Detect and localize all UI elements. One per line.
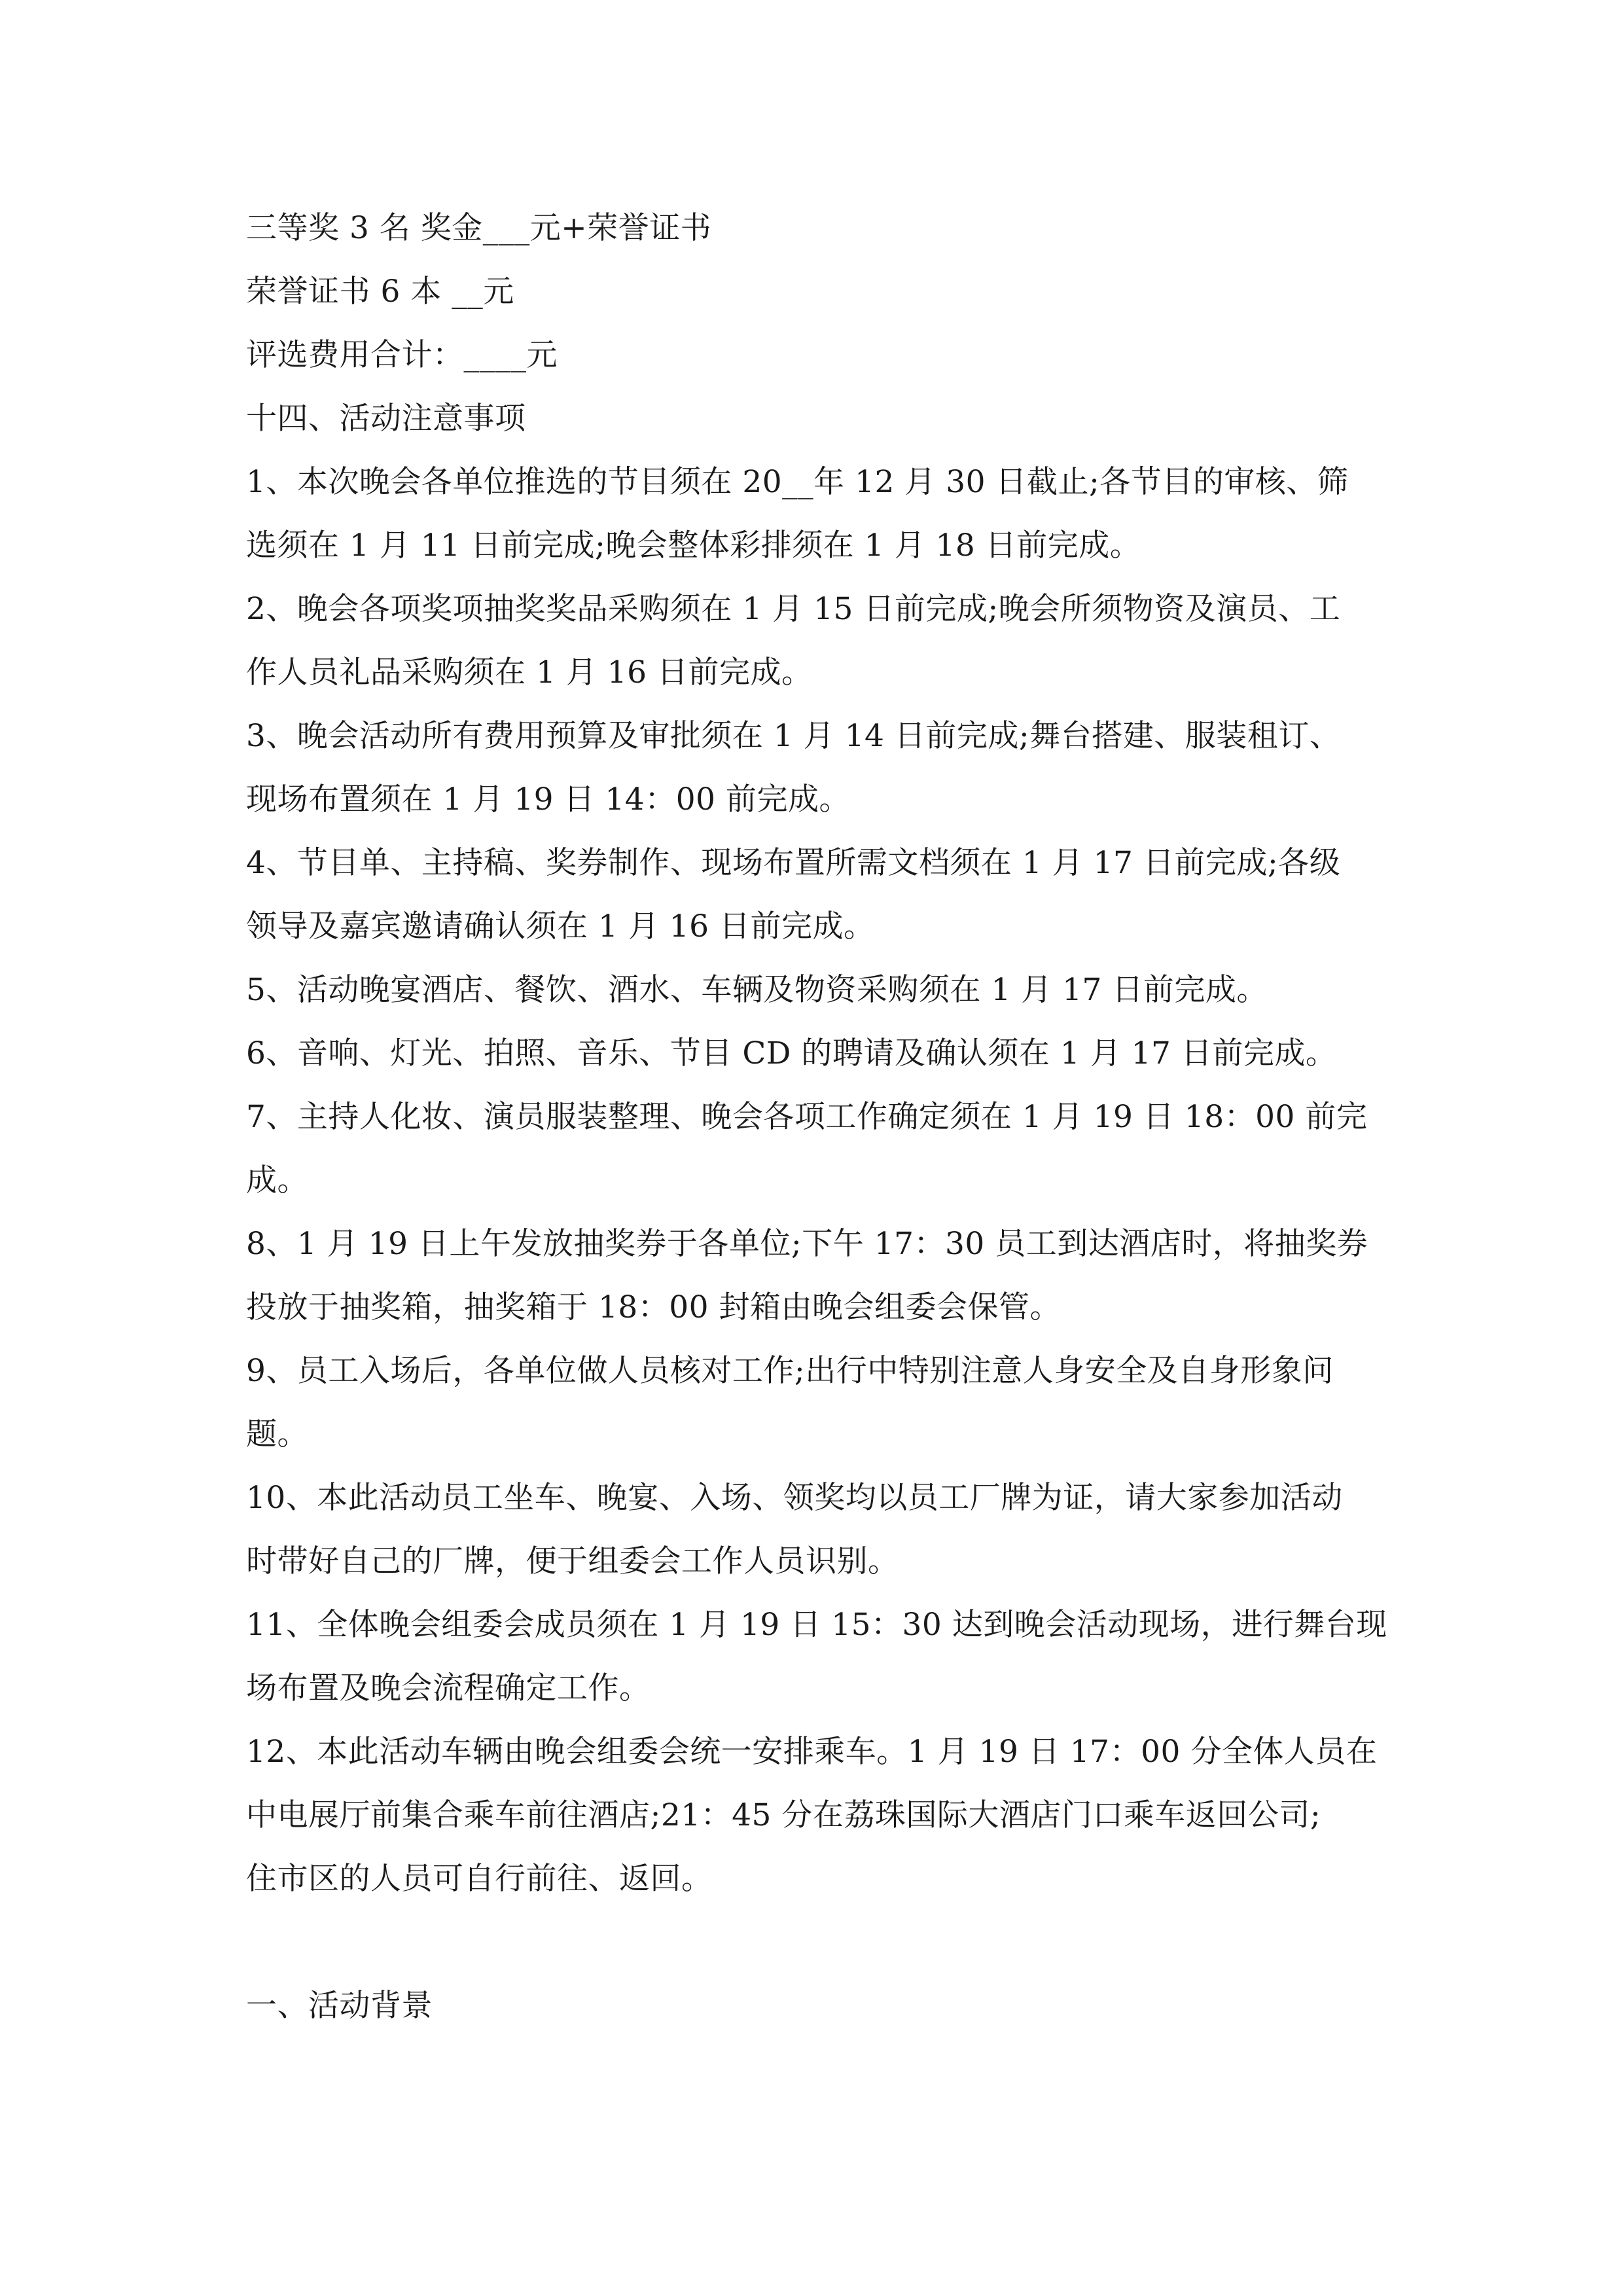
section-heading: 一、活动背景 [246, 1988, 433, 2024]
note-11-line-2: 场布置及晚会流程确定工作。 [246, 1670, 651, 1706]
certificate-line: 荣誉证书 6 本 __元 [246, 274, 514, 310]
note-11-line-1: 11、全体晚会组委会成员须在 1 月 19 日 15：30 达到晚会活动现场，进行舞台现 [246, 1607, 1387, 1643]
note-1-line-1: 1、本次晚会各单位推选的节目须在 20__年 12 月 30 日截止;各节目的审核、筛 [246, 464, 1349, 500]
note-3-line-2: 现场布置须在 1 月 19 日 14：00 前完成。 [246, 781, 850, 817]
note-12-line-1: 12、本此活动车辆由晚会组委会统一安排乘车。1 月 19 日 17：00 分全体人员在 [246, 1734, 1378, 1770]
note-12-line-3: 住市区的人员可自行前往、返回。 [246, 1861, 713, 1897]
note-9-line-1: 9、员工入场后，各单位做人员核对工作;出行中特别注意人身安全及自身形象问 [246, 1353, 1334, 1389]
note-10-line-2: 时带好自己的厂牌，便于组委会工作人员识别。 [246, 1543, 899, 1579]
note-3-line-1: 3、晚会活动所有费用预算及审批须在 1 月 14 日前完成;舞台搭建、服装租订、 [246, 718, 1341, 754]
note-7-line-2: 成。 [246, 1162, 308, 1198]
note-1-line-2: 选须在 1 月 11 日前完成;晚会整体彩排须在 1 月 18 日前完成。 [246, 528, 1141, 564]
note-8-line-1: 8、1 月 19 日上午发放抽奖券于各单位;下午 17：30 员工到达酒店时，将抽奖券 [246, 1226, 1368, 1262]
note-6-line-1: 6、音响、灯光、拍照、音乐、节目 CD 的聘请及确认须在 1 月 17 日前完成。 [246, 1035, 1337, 1071]
note-4-line-1: 4、节目单、主持稿、奖券制作、现场布置所需文档须在 1 月 17 日前完成;各级 [246, 845, 1341, 881]
notes-heading: 十四、活动注意事项 [246, 401, 526, 437]
paragraph-gap [246, 1910, 1378, 1974]
note-7-line-1: 7、主持人化妆、演员服装整理、晚会各项工作确定须在 1 月 19 日 18：00 前完 [246, 1099, 1368, 1135]
note-4-line-2: 领导及嘉宾邀请确认须在 1 月 16 日前完成。 [246, 908, 875, 944]
note-5-line-1: 5、活动晚宴酒店、餐饮、酒水、车辆及物资采购须在 1 月 17 日前完成。 [246, 972, 1268, 1008]
note-8-line-2: 投放于抽奖箱，抽奖箱于 18：00 封箱由晚会组委会保管。 [246, 1289, 1061, 1325]
note-12-line-2: 中电展厅前集合乘车前往酒店;21：45 分在荔珠国际大酒店门口乘车返回公司; [246, 1797, 1321, 1833]
document-body [246, 196, 1387, 2037]
note-9-line-2: 题。 [246, 1416, 308, 1452]
note-2-line-1: 2、晚会各项奖项抽奖奖品采购须在 1 月 15 日前完成;晚会所须物资及演员、工 [246, 591, 1341, 627]
note-2-line-2: 作人员礼品采购须在 1 月 16 日前完成。 [246, 655, 813, 691]
note-10-line-1: 10、本此活动员工坐车、晚宴、入场、领奖均以员工厂牌为证，请大家参加活动 [246, 1480, 1343, 1516]
selection-cost-total-line: 评选费用合计：____元 [246, 337, 558, 373]
prize-third-line: 三等奖 3 名 奖金___元+荣誉证书 [246, 210, 712, 246]
